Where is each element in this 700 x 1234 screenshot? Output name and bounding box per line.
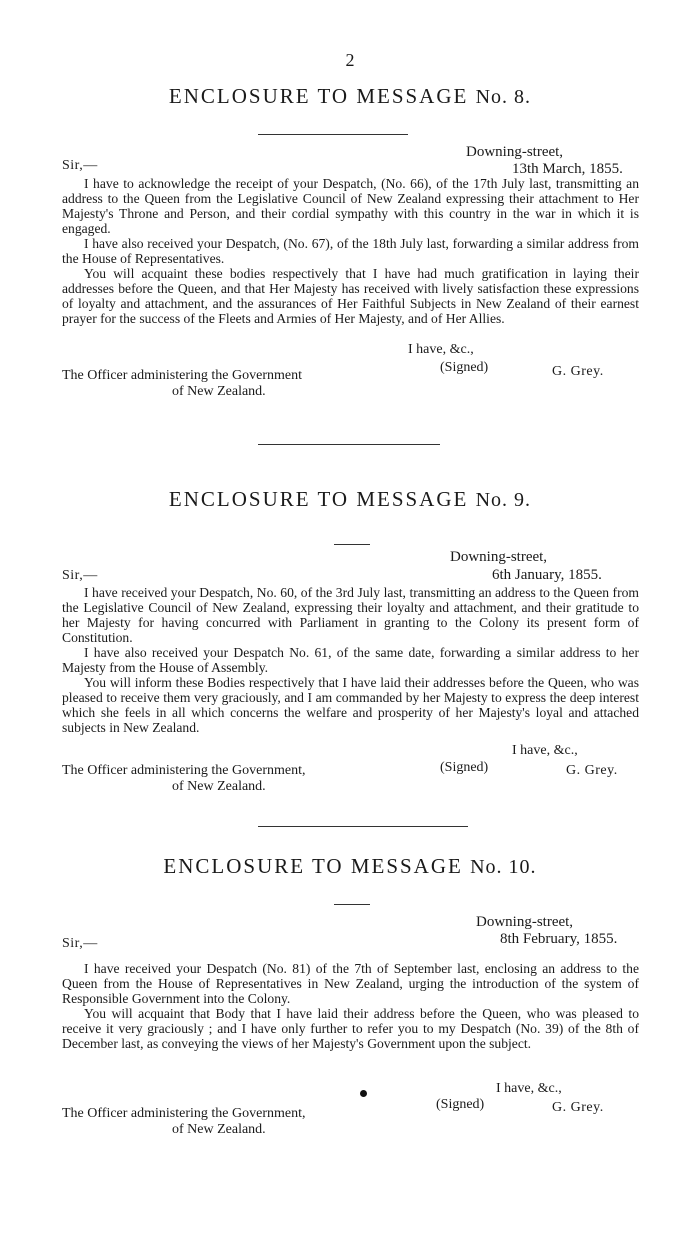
addressee-line-1: The Officer administering the Government, — [62, 763, 306, 778]
letter-date: 6th January, 1855. — [492, 567, 602, 583]
title-text: ENCLOSURE TO MESSAGE — [168, 84, 469, 108]
addressee-line-1: The Officer administering the Government, — [62, 1106, 306, 1121]
paragraph: You will acquaint that Body that I have laid their address before the Queen, who was pleased to receive it very graciously ; and I have only further to refer you to my Despatch (No. 39) of the 8th of December last, as conveying the views of her Majesty's Government upon the subject. — [62, 1006, 639, 1051]
page-number: 2 — [345, 50, 355, 70]
paragraph: I have also received your Despatch, (No. 67), of the 18th July last, forwarding a similar address from the House of Representatives. — [62, 236, 639, 266]
letter-body — [62, 961, 639, 1051]
addressee-line-2: of New Zealand. — [172, 1122, 266, 1137]
addressee-line-2: of New Zealand. — [172, 384, 266, 399]
title-text: ENCLOSURE TO MESSAGE — [163, 854, 463, 878]
divider — [258, 134, 408, 135]
addressee-line-1: The Officer administering the Government — [62, 368, 302, 383]
letter-body — [62, 585, 639, 735]
letter-date: 8th February, 1855. — [500, 931, 618, 947]
divider — [334, 904, 370, 905]
divider — [334, 544, 370, 545]
message-number: No. 8. — [475, 86, 532, 108]
paragraph: You will inform these Bodies respectively that I have laid their addresses before the Queen, who was pleased to receive them very graciously, and I am commanded by her Majesty to express the deep interest which she feels in all which concerns the welfare and prosperity of her Majesty's loyal and attached subjects in New Zealand. — [62, 675, 639, 735]
paragraph: I have received your Despatch, No. 60, of the 3rd July last, transmitting an address to the Queen from the Legislative Council of New Zealand, expressing their loyalty and attachment, and their gratitude to her Majesty for having concurred with Parliament in granting to the Colony its present form of Constitution. — [62, 585, 639, 645]
letter-place: Downing-street, — [450, 549, 548, 565]
closing: I have, &c., — [496, 1081, 562, 1096]
ink-dot — [360, 1090, 367, 1097]
enclosure-title — [0, 487, 700, 512]
letter-body — [62, 176, 639, 326]
signature: G. Grey. — [552, 364, 604, 379]
addressee — [62, 368, 302, 400]
paragraph: I have received your Despatch (No. 81) of the 7th of September last, enclosing an address to the Queen from the House of Representatives in New Zealand, urging the introduction of the system of Responsible Government into the Colony. — [62, 961, 639, 1006]
salutation: Sir,— — [62, 936, 98, 951]
signed-label: (Signed) — [436, 1097, 485, 1112]
letter-place: Downing-street, — [466, 144, 564, 160]
message-number: No. 9. — [475, 489, 532, 511]
addressee — [62, 763, 306, 795]
title-text: ENCLOSURE TO MESSAGE — [168, 487, 469, 511]
paragraph: You will acquaint these bodies respectively that I have had much gratification in laying their addresses before the Queen, and that Her Majesty has received with lively satisfaction these expressions of loyalty and attachment, and the assurances of Her Faithful Subjects in New Zealand of their earnest prayer for the success of the Fleets and Armies of Her Majesty, and of Her Allies. — [62, 266, 639, 326]
paragraph: I have to acknowledge the receipt of your Despatch, (No. 66), of the 17th July last, transmitting an address to the Queen from the Legislative Council of New Zealand expressing their attachment to Her Majesty's Throne and Person, and their cordial sympathy with this country in the war in which it is engaged. — [62, 176, 639, 236]
letter-date: 13th March, 1855. — [512, 161, 623, 177]
signature: G. Grey. — [552, 1100, 604, 1115]
addressee-line-2: of New Zealand. — [172, 779, 266, 794]
signed-label: (Signed) — [440, 760, 489, 775]
enclosure-title — [0, 84, 700, 109]
signed-label: (Signed) — [440, 360, 489, 375]
paragraph: I have also received your Despatch No. 61, of the same date, forwarding a similar address to her Majesty from the House of Assembly. — [62, 645, 639, 675]
message-number: No. 10. — [470, 856, 537, 878]
salutation: Sir,— — [62, 568, 98, 583]
enclosure-title — [0, 854, 700, 879]
section-divider — [258, 826, 468, 827]
signature: G. Grey. — [566, 763, 618, 778]
salutation: Sir,— — [62, 158, 98, 173]
addressee — [62, 1106, 306, 1138]
closing: I have, &c., — [408, 342, 474, 357]
section-divider — [258, 444, 440, 445]
closing: I have, &c., — [512, 743, 578, 758]
letter-place: Downing-street, — [476, 914, 574, 930]
